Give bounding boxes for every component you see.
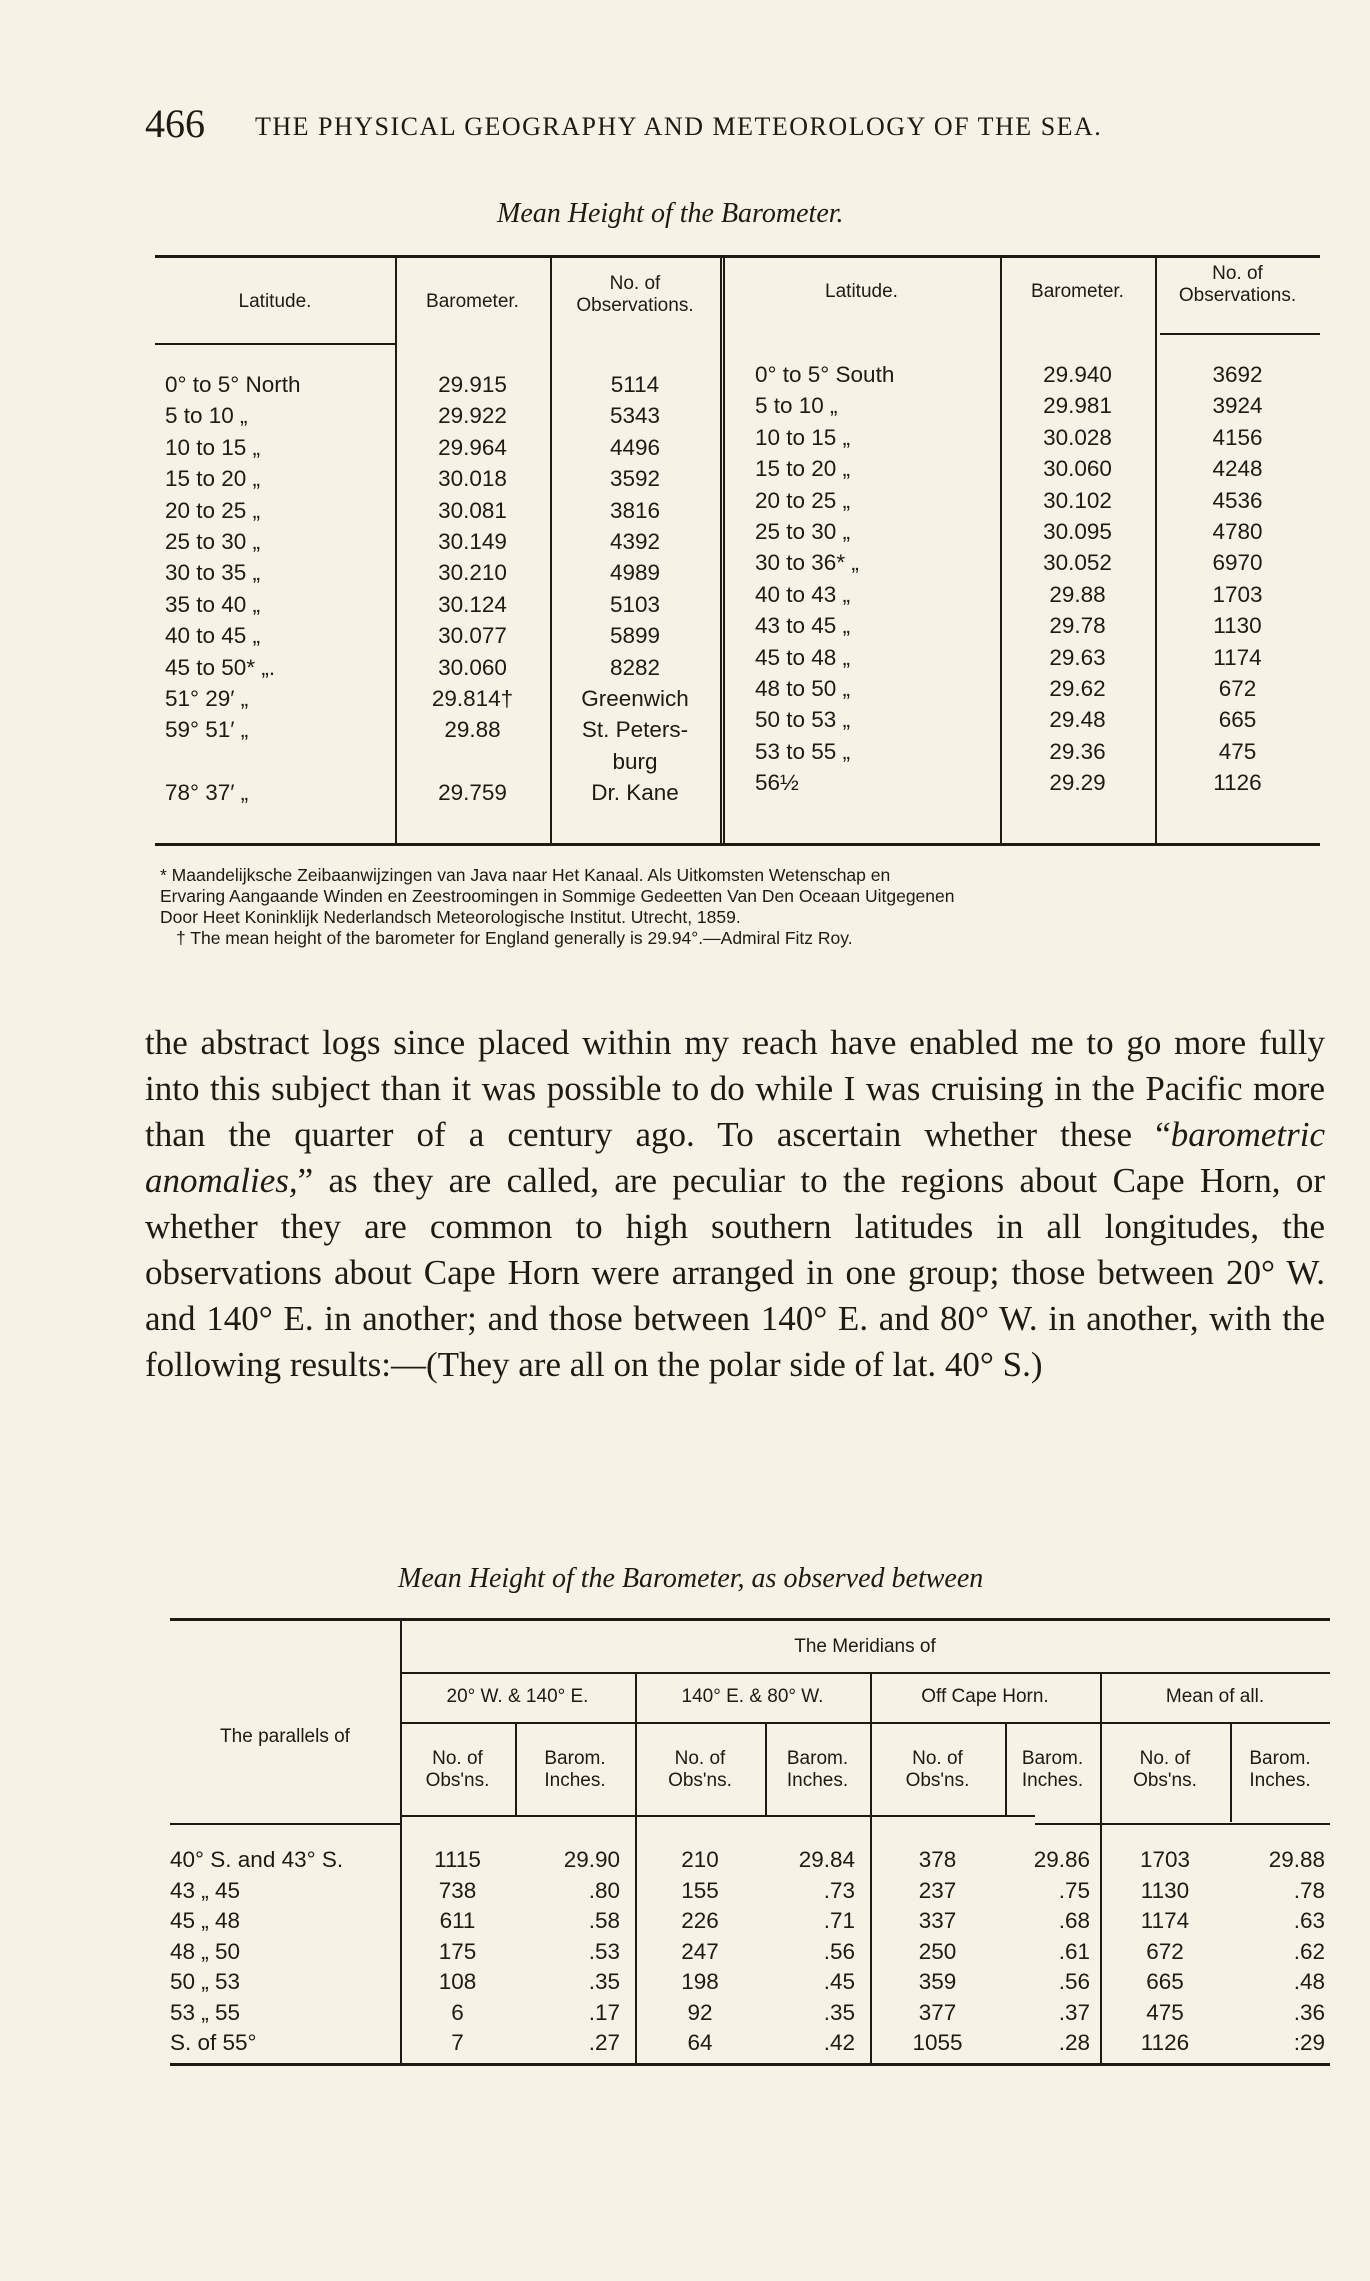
table-cell: 29.981: [1043, 393, 1112, 419]
table-row: 10 to 15 „: [755, 424, 851, 450]
table-cell: 1126: [1213, 770, 1262, 796]
table-row: 48 to 50 „: [755, 675, 851, 701]
table-cell: 4780: [1212, 518, 1263, 544]
table-cell: .63: [1293, 1908, 1325, 1933]
header-latitude-north: Latitude.: [238, 291, 312, 312]
table-cell: 210: [681, 1847, 719, 1872]
table-cell: 29.88: [1268, 1847, 1325, 1872]
table-cell: 175: [438, 1938, 477, 1964]
table-cell: .45: [823, 1969, 855, 1994]
table-cell: 30.149: [438, 528, 507, 554]
table-row: 43 „ 45: [170, 1877, 241, 1903]
table-row: 40° S. and 43° S.: [170, 1847, 344, 1872]
table-cell: 29.48: [1049, 707, 1106, 733]
table-cell: 29.88: [444, 717, 501, 743]
south-barometer-column: [1005, 359, 1150, 798]
subheader-obs: No. of Obs'ns.: [905, 1748, 970, 1791]
table-cell: 30.028: [1043, 424, 1112, 450]
table-cell: 3692: [1212, 362, 1263, 387]
table-cell: 250: [918, 1938, 957, 1964]
header-barometer-north: Barometer.: [426, 291, 519, 312]
table-cell: 29.940: [1043, 362, 1112, 387]
g2-barom-column: [765, 1845, 855, 2059]
table-cell: .27: [588, 2030, 620, 2055]
barometer-meridians-table: [170, 1618, 1330, 2068]
table-cell: 1130: [1140, 1877, 1190, 1903]
table-cell: 64: [687, 2030, 713, 2055]
table-cell: 4989: [609, 560, 661, 586]
table-cell: 4496: [609, 434, 661, 460]
table-row: 30 to 36* „: [755, 550, 859, 576]
table-cell: 30.077: [438, 623, 507, 649]
table-cell: 29.78: [1049, 613, 1106, 639]
header-meridians: The Meridians of: [794, 1636, 936, 1657]
table-cell: 29.62: [1049, 675, 1106, 701]
table-cell: .56: [1058, 1969, 1090, 1994]
g4-obs-column: [1100, 1845, 1230, 2059]
header-rule-left: [155, 343, 395, 345]
table-cell: .71: [823, 1908, 855, 1933]
table-row: 30 to 35 „: [165, 560, 261, 586]
north-latitude-column: [165, 369, 393, 808]
table1-caption: Mean Height of the Barometer.: [497, 198, 844, 229]
page-number: 466: [145, 101, 205, 146]
table-cell: 29.90: [563, 1847, 620, 1872]
g3-barom-column: [1005, 1845, 1090, 2059]
table-cell: 1055: [912, 2030, 963, 2055]
table-cell: 611: [439, 1908, 476, 1933]
table-cell: 29.964: [438, 434, 507, 460]
table-cell: .37: [1058, 1999, 1090, 2025]
table-row: 5 to 10 „: [755, 393, 838, 419]
table-cell: 4156: [1212, 424, 1263, 450]
table-cell: burg: [612, 748, 658, 774]
table-cell: 3592: [609, 466, 661, 492]
table-cell: Greenwich: [581, 685, 689, 711]
table-cell: 6: [451, 1999, 464, 2025]
south-observations-column: [1160, 359, 1315, 798]
table-cell: [400, 746, 545, 777]
table-cell: .58: [588, 1908, 620, 1933]
g1-barom-column: [515, 1845, 620, 2059]
footnotes: [160, 865, 1320, 949]
table-row: 48 „ 50: [170, 1938, 241, 1964]
table-row: 45 to 48 „: [755, 644, 851, 670]
table-row: 20 to 25 „: [755, 487, 851, 513]
footnote: Door Heet Koninklijk Nederlandsch Meteorologische Institut. Utrecht, 1859.: [160, 907, 741, 927]
table-cell: 1174: [1140, 1908, 1190, 1933]
table-cell: 665: [1218, 707, 1257, 733]
subheader-barom: Barom. Inches.: [1249, 1748, 1311, 1791]
table-row: 25 to 30 „: [165, 528, 261, 554]
table-cell: 29.814†: [431, 685, 514, 711]
table-cell: 378: [918, 1847, 957, 1872]
table-row: 5 to 10 „: [165, 403, 248, 429]
table-row: 50 to 53 „: [755, 707, 851, 733]
north-barometer-column: [400, 369, 545, 808]
table-cell: 29.86: [1033, 1847, 1090, 1872]
table-cell: .75: [1058, 1877, 1090, 1903]
table-cell: Dr. Kane: [591, 780, 679, 806]
footnote: * Maandelijksche Zeibaanwijzingen van Java naar Het Kanaal. Als Uitkomsten Wetenschap en: [160, 865, 891, 885]
table-cell: 30.102: [1043, 487, 1112, 513]
table-cell: 665: [1146, 1969, 1184, 1994]
table-cell: 92: [687, 1999, 713, 2025]
south-latitude-column: [755, 359, 997, 798]
group-header: Mean of all.: [1165, 1686, 1265, 1707]
table-cell: .36: [1293, 1999, 1325, 2025]
table-row: 10 to 15 „: [165, 434, 261, 460]
table-cell: .73: [823, 1877, 855, 1903]
table-cell: 29.36: [1049, 738, 1106, 764]
header-latitude-south: Latitude.: [825, 281, 898, 302]
table-cell: .80: [588, 1877, 620, 1903]
table-cell: 30.060: [1043, 456, 1112, 482]
table-cell: .48: [1293, 1969, 1325, 1994]
table-cell: 29.84: [798, 1847, 855, 1872]
table-cell: 237: [918, 1877, 957, 1903]
table-cell: 29.88: [1049, 581, 1106, 607]
table-row: 50 „ 53: [170, 1969, 241, 1994]
table-cell: 3816: [609, 497, 661, 523]
table-cell: .68: [1058, 1908, 1090, 1933]
header-rule-right: [1160, 333, 1320, 335]
table-row: 53 to 55 „: [755, 738, 851, 764]
table-cell: 1115: [434, 1847, 481, 1872]
bottom-rule: [170, 2063, 1330, 2066]
table-row: S. of 55°: [170, 2030, 257, 2055]
table-row: 40 to 45 „: [165, 623, 261, 649]
table-cell: St. Peters-: [581, 717, 689, 743]
header-barometer-south: Barometer.: [1031, 281, 1124, 302]
table-cell: 1703: [1212, 581, 1263, 607]
subheader-barom: Barom. Inches.: [786, 1748, 849, 1791]
table-row: 45 „ 48: [170, 1908, 241, 1933]
table-cell: 1174: [1213, 644, 1262, 670]
subheader-barom: Barom. Inches.: [1021, 1748, 1084, 1791]
subheader-obs: No. of Obs'ns.: [1133, 1748, 1197, 1791]
table-cell: .56: [823, 1938, 855, 1964]
running-head: THE PHYSICAL GEOGRAPHY AND METEOROLOGY OF THE SEA.: [255, 112, 1103, 141]
table-row: 51° 29′ „: [165, 685, 249, 711]
g2-obs-column: [635, 1845, 765, 2059]
group-header: 140° E. & 80° W.: [681, 1686, 824, 1707]
table-cell: 5899: [609, 623, 661, 649]
table-cell: 475: [1146, 1999, 1184, 2025]
table-cell: 5103: [609, 591, 661, 617]
table-cell: :29: [1293, 2030, 1325, 2055]
table-cell: 4248: [1212, 456, 1263, 482]
table-cell: .61: [1058, 1938, 1090, 1964]
table-cell: .78: [1293, 1877, 1325, 1903]
g3-obs-column: [870, 1845, 1005, 2059]
emphasis-text: barometric anomalies,: [145, 1115, 1325, 1200]
table-cell: 30.210: [438, 560, 507, 586]
table-row: 40 to 43 „: [755, 581, 851, 607]
table-cell: 475: [1218, 738, 1257, 764]
table-row: 15 to 20 „: [755, 456, 851, 482]
table-cell: 29.63: [1049, 644, 1106, 670]
table-cell: 29.922: [438, 403, 507, 429]
north-observations-column: [552, 369, 718, 808]
table-cell: 30.095: [1043, 518, 1112, 544]
table-cell: 6970: [1212, 550, 1263, 576]
footnote: † The mean height of the barometer for England generally is 29.94°.—Admiral Fitz Roy.: [176, 928, 853, 948]
table-row: 45 to 50* „.: [165, 654, 276, 680]
table-cell: .42: [823, 2030, 855, 2055]
table-cell: 7: [451, 2030, 464, 2055]
g4-barom-column: [1230, 1845, 1325, 2059]
table-cell: 4392: [609, 528, 661, 554]
table-row: 43 to 45 „: [755, 613, 851, 639]
table-row: 56½: [755, 770, 799, 796]
table-row: 78° 37′ „: [165, 780, 249, 806]
table-cell: 738: [438, 1877, 477, 1903]
table-cell: 226: [681, 1908, 719, 1933]
table-cell: 29.29: [1049, 770, 1106, 796]
header-observations-south: No. of Observations.: [1178, 263, 1297, 306]
table-row: 0° to 5° North: [165, 372, 301, 397]
table-cell: 30.060: [438, 654, 507, 680]
table-cell: 198: [681, 1969, 719, 1994]
top-rule: [170, 1618, 1330, 1621]
table-cell: .28: [1058, 2030, 1090, 2055]
table-cell: 29.759: [438, 780, 507, 806]
group-header: 20° W. & 140° E.: [446, 1686, 589, 1707]
table-row: 53 „ 55: [170, 1999, 241, 2025]
parallels-column: [170, 1845, 398, 2059]
table-cell: 1126: [1140, 2030, 1190, 2055]
page-header: [145, 100, 1275, 160]
table-cell: .17: [588, 1999, 620, 2025]
table-cell: 672: [1146, 1938, 1184, 1964]
table-row: 15 to 20 „: [165, 466, 261, 492]
table-cell: 359: [918, 1969, 957, 1994]
table-row: 35 to 40 „: [165, 591, 261, 617]
table-cell: 247: [681, 1938, 719, 1964]
table-row: [165, 746, 393, 777]
table-cell: .53: [588, 1938, 620, 1964]
g1-obs-column: [400, 1845, 515, 2059]
table-cell: 155: [681, 1877, 719, 1903]
table-cell: 4536: [1212, 487, 1263, 513]
subheader-obs: No. of Obs'ns.: [425, 1748, 490, 1791]
group-header: Off Cape Horn.: [921, 1686, 1049, 1707]
table-row: 59° 51′ „: [165, 717, 249, 743]
table-cell: .62: [1293, 1938, 1325, 1964]
bottom-rule: [155, 843, 1320, 846]
footnote: Ervaring Aangaande Winden en Zeestroomingen in Sommige Gedeetten Van Den Oceaan Uitgegenen: [160, 886, 955, 906]
table-cell: 1130: [1213, 613, 1262, 639]
table-row: 20 to 25 „: [165, 497, 261, 523]
header-observations-north: No. of Observations.: [576, 273, 694, 316]
table-row: 0° to 5° South: [755, 362, 895, 387]
subheader-obs: No. of Obs'ns.: [668, 1748, 732, 1791]
table-cell: 672: [1218, 675, 1257, 701]
table-row: 25 to 30 „: [755, 518, 851, 544]
table-cell: 30.124: [438, 591, 507, 617]
table-cell: .35: [588, 1969, 620, 1994]
table2-caption: Mean Height of the Barometer, as observed between: [398, 1563, 984, 1594]
table-cell: 337: [918, 1908, 957, 1933]
body-paragraph: the abstract logs since placed within my reach have enabled me to go more fully into this subject than it was possible to do while I was cruising in the Pacific more than the quarter of a century ago. To ascertain whether these “barometric anomalies,” as they are called, are peculiar to the regions about Cape Horn, or whether they are common to high southern latitudes in all longitudes, the observations about Cape Horn were arranged in one group; those between 20° W. and 140° E. in another; and those between 140° E. and 80° W. in another, with the following results:—(They are all on the polar side of lat. 40° S.): [145, 1023, 1325, 1384]
table-cell: 377: [918, 1999, 957, 2025]
table-cell: 30.018: [438, 466, 507, 492]
top-rule: [155, 255, 1320, 258]
subheader-barom: Barom. Inches.: [544, 1748, 606, 1791]
table-cell: 30.081: [438, 497, 507, 523]
header-parallels: The parallels of: [220, 1726, 350, 1747]
barometer-latitude-table: [155, 255, 1320, 852]
table-cell: 8282: [609, 654, 661, 680]
table-cell: 108: [438, 1969, 477, 1994]
table-cell: 3924: [1212, 393, 1263, 419]
table-cell: 1703: [1139, 1847, 1191, 1872]
table-cell: 5114: [610, 372, 660, 397]
table-cell: 30.052: [1043, 550, 1112, 576]
table-cell: 29.915: [438, 372, 507, 397]
table-cell: 5343: [609, 403, 661, 429]
table-cell: .35: [823, 1999, 855, 2025]
